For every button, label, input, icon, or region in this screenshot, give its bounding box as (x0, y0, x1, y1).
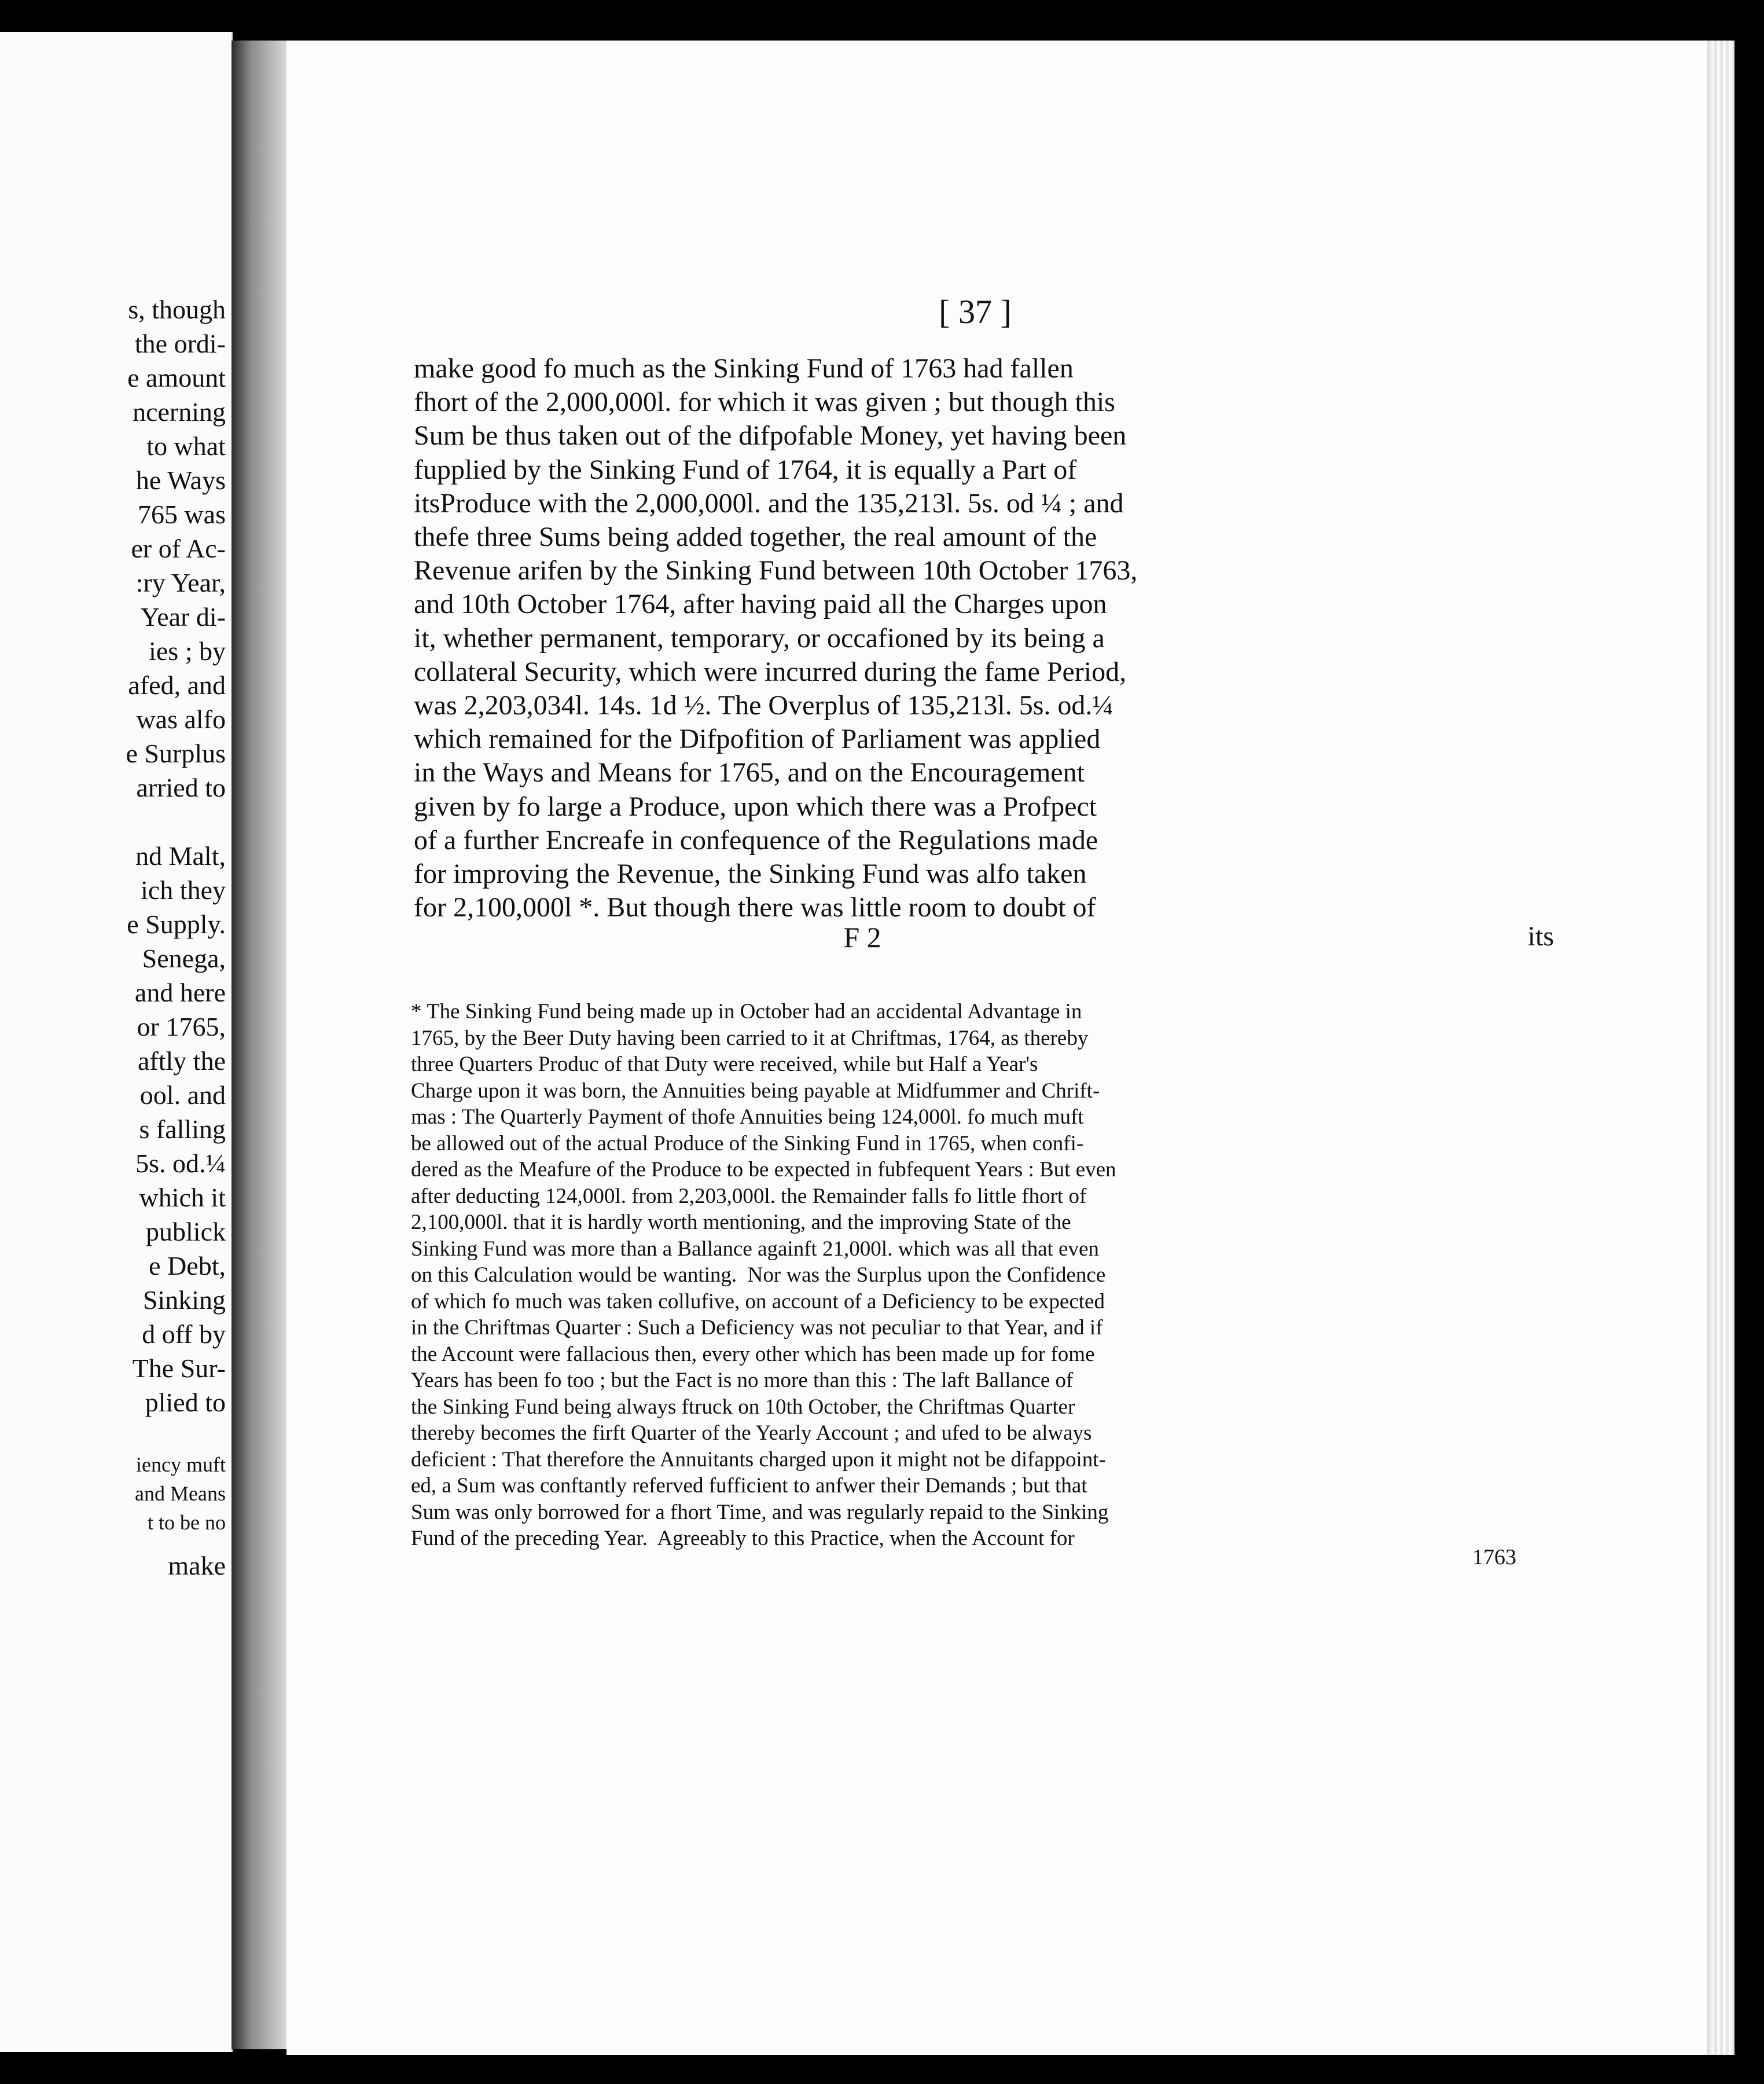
left-page-body-fragments: s, though the ordi- e amount ncerning to what he Ways 765 was er of Ac- :ry Year, Year di- ies ; by afed, and was alfo e Surplus arried to nd Malt, ich they e Supply. Senega, and here or 1765, aftly the ool. and s falling 5s. od.¼ which it publick e Debt, Sinking d off by The Sur- plied to (126, 295, 226, 1417)
signature-mark: F 2 (843, 921, 881, 953)
left-page-catchword: make (168, 1551, 226, 1580)
left-page-footnote-fragments: iency muft and Means t to be no (135, 1453, 226, 1534)
book-gutter (231, 41, 286, 2049)
right-page (286, 41, 1707, 2055)
catchword: its (1527, 921, 1554, 952)
left-page (0, 32, 233, 2052)
page-edge (1707, 41, 1734, 2055)
footnote: * The Sinking Fund being made up in October had an accidental Advantage in 1765, by the Beer Duty having been carried to it at Chriftmas, 1764, as thereby three Quarters Produc of that Duty were received, while but Half a Year's Charge upon it was born, the Annuities being payable at Midfummer and Chrift- mas : The Quarterly Payment of thofe Annuities being 124,000l. fo much muft be allowed out of the actual Produce of the Sinking Fund in 1765, when confi- dered as the Meafure of the Produce to be expected in fubfequent Years : But even after deducting 124,000l. from 2,203,000l. the Remainder falls fo little fhort of 2,100,000l. that it is hardly worth mentioning, and the improving State of the Sinking Fund was more than a Ballance againft 21,000l. which was all that even on this Calculation would be wanting. Nor was the Surplus upon the Confidence of which fo much was taken collufive, on account of a Deficiency to be expected in the Chriftmas Quarter : Such a Deficiency was not peculiar to that Year, and if the Account were fallacious then, every other which has been made up for fome Years has been fo too ; but the Fact is no more than this : The laft Ballance of the Sinking Fund being always ftruck on 10th October, the Chriftmas Quarter thereby becomes the firft Quarter of the Yearly Account ; and ufed to be always deficient : That therefore the Annuitants charged upon it might not be difappoint- ed, a Sum was conftantly referved fufficient to anfwer their Demands ; but that Sum was only borrowed for a fhort Time, and was regularly repaid to the Sinking Fund of the preceding Year. Agreeably to this Practice, when the Account for (411, 1000, 1116, 1550)
body-text: make good fo much as the Sinking Fund of 1763 had fallen fhort of the 2,000,000l. for which it was given ; but though this Sum be thus taken out of the difpofable Money, yet having been fupplied by the Sinking Fund of 1764, it is equally a Part of itsProduce with the 2,000,000l. and the 135,213l. 5s. od ¼ ; and thefe three Sums being added together, the real amount of the Revenue arifen by the Sinking Fund between 10th October 1763, and 10th October 1764, after having paid all the Charges upon it, whether permanent, temporary, or occafioned by its being a collateral Security, which were incurred during the fame Period, was 2,203,034l. 14s. 1d ½. The Overplus of 135,213l. 5s. od.¼ which remained for the Difpofition of Parliament was applied in the Ways and Means for 1765, and on the Encouragement given by fo large a Produce, upon which there was a Profpect of a further Encreafe in confequence of the Regulations made for improving the Revenue, the Sinking Fund was alfo taken for 2,100,000l *. But though there was little room to doubt of (414, 353, 1138, 923)
footnote-catchword: 1763 (1472, 1545, 1516, 1569)
page-number: [ 37 ] (939, 293, 1012, 331)
